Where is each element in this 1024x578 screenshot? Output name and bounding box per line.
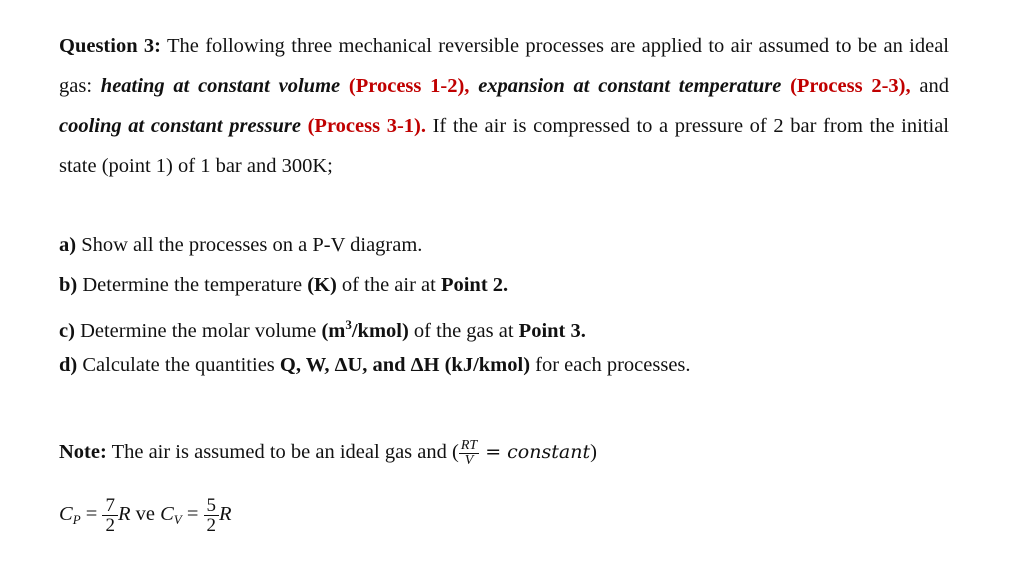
r-symbol-2: R bbox=[219, 503, 232, 525]
note-label: Note: bbox=[59, 441, 107, 463]
question-label: Question 3: bbox=[59, 35, 162, 57]
cp-subscript: P bbox=[72, 512, 81, 527]
item-b-text: Determine the temperature bbox=[77, 274, 308, 296]
heat-capacity-formula bbox=[59, 492, 232, 542]
item-d-text2: for each processes. bbox=[530, 354, 691, 376]
item-c-text2: of the gas at bbox=[408, 319, 519, 342]
item-b-point: Point 2. bbox=[440, 274, 509, 296]
process-2-name: expansion at constant temperature bbox=[478, 75, 782, 97]
item-b-label: b) bbox=[59, 274, 78, 296]
r-symbol-1: R bbox=[117, 503, 131, 525]
item-c-label: c) bbox=[59, 319, 75, 342]
cv-symbol: C bbox=[160, 503, 174, 525]
question-paragraph bbox=[59, 26, 949, 186]
process-2-tag: (Process 2-3), bbox=[781, 75, 920, 97]
ve-text: ve bbox=[130, 503, 161, 525]
fraction-numerator: RT bbox=[460, 437, 478, 453]
cp-fraction bbox=[102, 496, 118, 535]
item-c-unit-post: /kmol) bbox=[351, 319, 409, 342]
cv-denominator: 2 bbox=[206, 514, 217, 536]
item-a bbox=[59, 231, 422, 259]
item-c-point: Point 3. bbox=[518, 319, 586, 342]
cp-denominator: 2 bbox=[105, 514, 115, 536]
item-d-quantities: Q, W, ΔU, and ΔH (kJ/kmol) bbox=[279, 354, 531, 376]
constant-equation: = constant bbox=[479, 441, 591, 463]
item-c-text: Determine the molar volume bbox=[74, 319, 322, 342]
item-b bbox=[59, 271, 508, 299]
process-3-name: cooling at constant pressure bbox=[59, 115, 301, 137]
item-b-text2: of the air at bbox=[336, 274, 441, 296]
and-text: and bbox=[919, 75, 949, 97]
note-text: The air is assumed to be an ideal gas and ( bbox=[106, 441, 459, 463]
question-condition-text: If the air is compressed to a pressure of 2 bar from the initial state (point 1) of 1 bar and 300K; bbox=[59, 115, 949, 177]
item-c-unit-pre: (m bbox=[321, 319, 346, 342]
item-c-unit bbox=[321, 317, 409, 342]
item-a-text: Show all the processes on a P-V diagram. bbox=[76, 234, 423, 256]
fraction-denominator: V bbox=[464, 452, 474, 468]
cv-equals: = bbox=[181, 503, 204, 525]
cp-symbol: C bbox=[59, 503, 73, 525]
item-d-text: Calculate the quantities bbox=[77, 354, 280, 376]
item-b-unit: (K) bbox=[307, 274, 337, 296]
process-1-name: heating at constant volume bbox=[100, 75, 341, 97]
item-a-label: a) bbox=[59, 234, 77, 256]
cv-fraction bbox=[204, 496, 220, 535]
item-c bbox=[59, 311, 586, 345]
item-c-unit-sup: 3 bbox=[345, 317, 352, 332]
question-intro-text: The following three mechanical reversible processes are applied to air assumed to be an ideal gas: bbox=[59, 35, 949, 97]
note-line bbox=[59, 434, 597, 470]
item-d-label: d) bbox=[59, 354, 78, 376]
process-3-tag: (Process 3-1). bbox=[300, 115, 433, 137]
item-d bbox=[59, 351, 691, 379]
cv-numerator: 5 bbox=[204, 496, 220, 516]
rt-over-v-fraction bbox=[459, 439, 479, 468]
cp-numerator: 7 bbox=[102, 496, 118, 516]
process-1-tag: (Process 1-2), bbox=[340, 75, 479, 97]
cv-subscript: V bbox=[173, 512, 182, 527]
cp-equals: = bbox=[80, 503, 103, 525]
note-close-paren: ) bbox=[590, 441, 597, 463]
